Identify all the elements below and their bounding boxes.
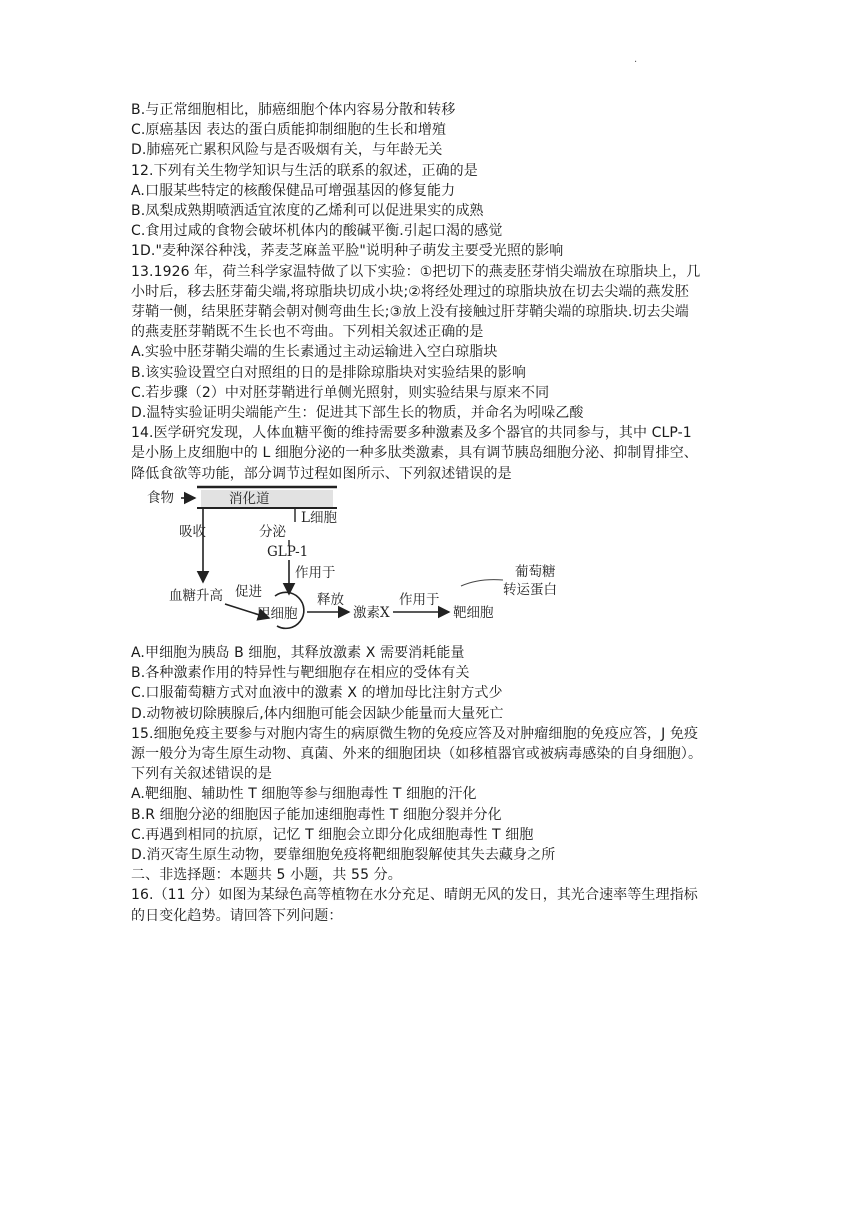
question-15-stem: 15.细胞免疫主要参与对胞内寄生的病原微生物的免疫应答及对肿瘤细胞的免疫应答，J 免疫 (131, 725, 699, 742)
text-line: C.食用过咸的食物会破坏机体内的酸碱平衡.引起口渴的感觉 (131, 223, 503, 240)
text-line: B.各种激素作用的特异性与靶细胞存在相应的受体有关 (131, 665, 470, 682)
page-mark: . (634, 54, 638, 65)
text-line: 小时后，移去胚芽葡尖端,将琼脂块切成小块;②将经处理过的琼脂块放在切去尖端的燕发胚 (131, 283, 689, 300)
text-line: A.靶细胞、辅助性 T 细胞等参与细胞毒性 T 细胞的汗化 (131, 786, 477, 803)
text-line: A.口服某些特定的核酸保健品可增强基因的修复能力 (131, 182, 456, 199)
hormone-x-label: 激素X (353, 605, 390, 621)
text-line: 源一般分为寄生原生动物、真菌、外来的细胞团块（如移植器官或被病毒感染的自身细胞）。 (131, 746, 703, 763)
l-cell-label: L细胞 (301, 510, 337, 526)
text-line: B.该实验设置空白对照组的日的是排除琼脂块对实验结果的影响 (131, 364, 526, 381)
absorb-label: 吸收 (179, 524, 206, 540)
text-block-top (131, 100, 731, 484)
acts-on-label-2: 作用于 (399, 592, 440, 608)
text-line: C.原癌基因 表达的蛋白质能抑制细胞的生长和增殖 (131, 122, 447, 139)
text-line: A.实验中胚芽鞘尖端的生长素通过主动运输进入空白琼脂块 (131, 344, 498, 361)
text-line: C.再遇到相同的抗原，记忆 T 细胞会立即分化成细胞毒性 T 细胞 (131, 826, 534, 843)
text-line: 的日变化趋势。请回答下列问题： (131, 907, 343, 924)
text-line: 下列有关叙述错误的是 (131, 766, 272, 783)
transporter-label: 转运蛋白 (503, 582, 557, 598)
text-line: B.与正常细胞相比，肺癌细胞个体内容易分散和转移 (131, 102, 456, 118)
food-label: 食物 (147, 490, 174, 506)
text-line: 芽鞘一侧，结果胚芽鞘会朝对侧弯曲生长;③放上没有接触过肝芽鞘尖端的琼脂块.切去尖端 (131, 304, 689, 321)
glp1-label: GLP-1 (267, 544, 309, 560)
text-line: D.温特实验证明尖端能产生：促进其下部生长的物质，并命名为吲哚乙酸 (131, 405, 584, 422)
section-heading: 二、非选择题：本题共 5 小题，共 55 分。 (131, 867, 402, 884)
text-line: A.甲细胞为胰岛 B 细胞，其释放激素 X 需要消耗能量 (131, 645, 465, 661)
secrete-label: 分泌 (259, 524, 286, 540)
blood-glucose-label: 血糖升高 (169, 588, 223, 604)
text-line: 是小肠上皮细胞中的 L 细胞分泌的一种多肽类激素，具有调节胰岛细胞分泌、抑制胃排空、 (131, 445, 698, 462)
digestive-tract-label: 消化道 (229, 491, 270, 507)
question-16-stem: 16.（11 分）如图为某绿色高等植物在水分充足、晴朗无风的发日，其光合速率等生理指标 (131, 887, 698, 904)
text-block-bottom (131, 643, 731, 926)
text-line: 的燕麦胚芽鞘既不生长也不弯曲。下列相关叙述正确的是 (131, 324, 484, 341)
text-line: B.R 细胞分泌的细胞因子能加速细胞毒性 T 细胞分裂并分化 (131, 806, 502, 823)
question-14-stem: 14.医学研究发现，人体血糖平衡的维持需要多种激素及多个器官的共同参与，其中 CLP-1 (131, 425, 692, 442)
text-line: D.消灭寄生原生动物，要靠细胞免疫将靶细胞裂解使其失去藏身之所 (131, 847, 556, 864)
text-line: 1D."麦种深谷种浅，荞麦芝麻盖平脸"说明种子萌发主要受光照的影响 (131, 243, 564, 260)
text-line: D.动物被切除胰腺后,体内细胞可能会因缺少能量而大量死亡 (131, 705, 504, 722)
promote-label: 促进 (235, 584, 262, 600)
text-line: B.凤梨成熟期喷洒适宜浓度的乙烯利可以促进果实的成熟 (131, 203, 484, 220)
text-line: C.口服葡萄糖方式对血液中的激素 X 的增加母比注射方式少 (131, 685, 503, 702)
text-line: 降低食欲等功能，部分调节过程如图所示、下列叙述错误的是 (131, 465, 512, 482)
glucose-label: 葡萄糖 (515, 564, 556, 580)
acts-on-label-1: 作用于 (295, 565, 336, 581)
release-label: 释放 (317, 592, 344, 608)
text-line: C.若步骤（2）中对胚芽鞘进行单侧光照射，则实验结果与原来不同 (131, 384, 550, 401)
question-12-stem: 12.下列有关生物学知识与生活的联系的叙述，正确的是 (131, 162, 478, 179)
text-line: D.肺癌死亡累积风险与是否吸烟有关，与年龄无关 (131, 142, 443, 159)
question-13-stem: 13.1926 年，荷兰科学家温特做了以下实验：①把切下的燕麦胚芽悄尖端放在琼脂块上，几 (131, 263, 701, 280)
cell-a-label: 甲细胞 (257, 606, 298, 622)
glp1-regulation-diagram (131, 484, 751, 640)
target-cell-label: 靶细胞 (453, 605, 494, 621)
